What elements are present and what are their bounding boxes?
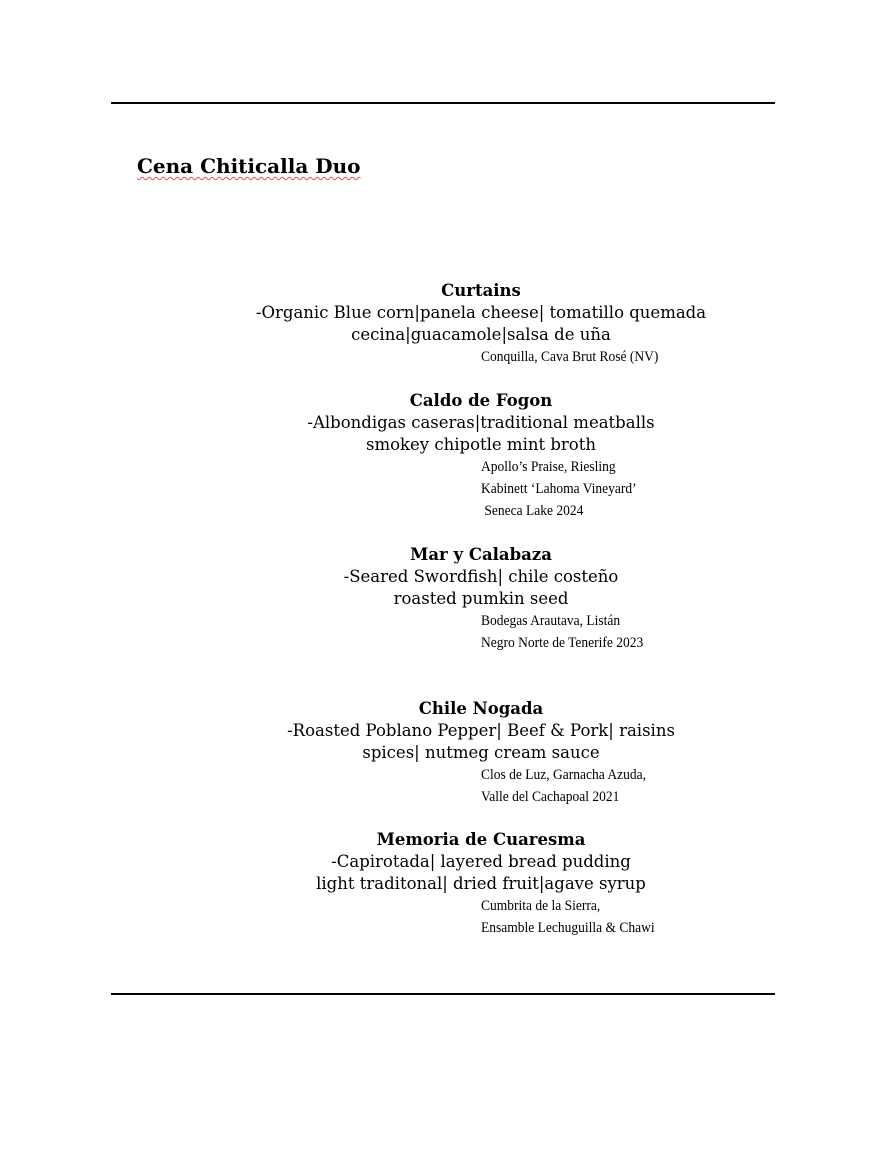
- wine-pairing-line: Conquilla, Cava Brut Rosé (NV): [481, 349, 659, 365]
- wine-pairing-line: Kabinett ‘Lahoma Vineyard’: [481, 481, 637, 497]
- header-rule: [111, 102, 775, 104]
- course-title-mar-y-calabaza: Mar y Calabaza: [410, 545, 552, 564]
- course-title-chile-nogada: Chile Nogada: [418, 699, 544, 718]
- course-description-line: roasted pumkin seed: [393, 589, 569, 608]
- course-description-line: -Capirotada| layered bread pudding: [331, 852, 631, 871]
- wine-pairing-line: Ensamble Lechuguilla & Chawi: [481, 920, 655, 936]
- course-title-memoria-de-cuaresma: Memoria de Cuaresma: [376, 830, 586, 849]
- wine-pairing-line: Cumbrita de la Sierra,: [481, 898, 601, 914]
- wine-pairing-line: Negro Norte de Tenerife 2023: [481, 635, 644, 651]
- course-title-caldo-de-fogon: Caldo de Fogon: [409, 391, 553, 410]
- course-title-curtains: Curtains: [441, 281, 521, 300]
- course-description-line: -Organic Blue corn|panela cheese| tomatillo quemada: [255, 303, 707, 322]
- footer-rule: [111, 993, 775, 995]
- course-description-line: -Roasted Poblano Pepper| Beef & Pork| raisins: [287, 721, 675, 740]
- wine-pairing-line: Apollo’s Praise, Riesling: [481, 459, 616, 475]
- wine-pairing-line: Bodegas Arautava, Listán: [481, 613, 621, 629]
- course-description-line: -Albondigas caseras|traditional meatballs: [307, 413, 655, 432]
- wine-pairing-line: Clos de Luz, Garnacha Azuda,: [481, 767, 646, 783]
- course-description-line: -Seared Swordfish| chile costeño: [343, 567, 619, 586]
- wine-pairing-line: Valle del Cachapoal 2021: [481, 789, 620, 805]
- course-description-line: light traditonal| dried fruit|agave syrup: [316, 874, 646, 893]
- course-description-line: smokey chipotle mint broth: [365, 435, 596, 454]
- document-title: Cena Chiticalla Duo: [137, 154, 361, 178]
- course-description-line: spices| nutmeg cream sauce: [362, 743, 600, 762]
- course-description-line: cecina|guacamole|salsa de uña: [351, 325, 611, 344]
- wine-pairing-line: Seneca Lake 2024: [481, 503, 584, 519]
